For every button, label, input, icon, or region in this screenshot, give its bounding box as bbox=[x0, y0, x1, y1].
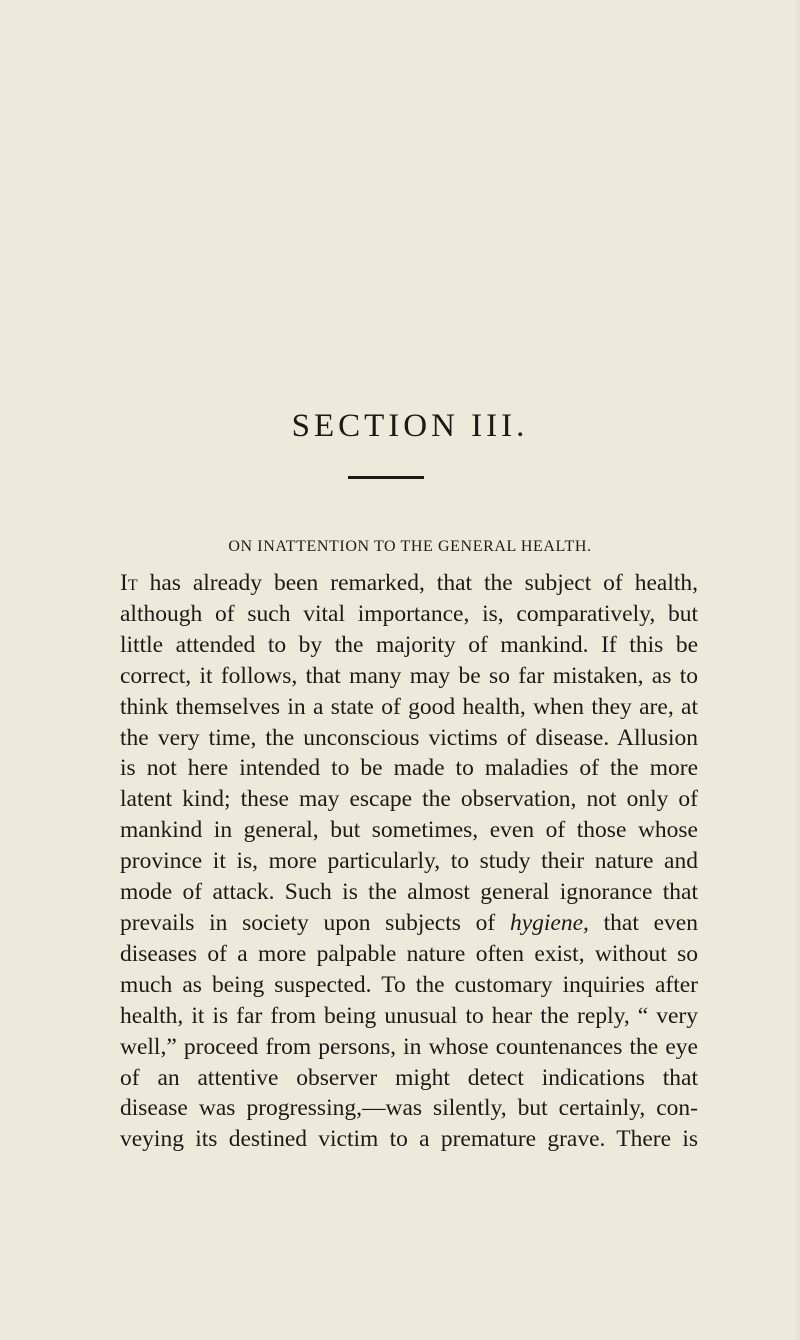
text-line-14: much as being suspected. To the customary inquiries after bbox=[120, 971, 698, 998]
italic-term-hygiene: hygiene, bbox=[509, 909, 589, 936]
section-heading: SECTION III. bbox=[291, 408, 529, 445]
text-line-16: well,” proceed from persons, in whose countenances the eye bbox=[120, 1033, 698, 1060]
text-line-12-before: prevails in society upon subjects of bbox=[120, 909, 510, 936]
text-line-13: diseases of a more palpable nature often exist, without so bbox=[120, 940, 698, 967]
text-line-1-rest: has already been remarked, that the subject of health, bbox=[137, 570, 698, 596]
text-line-1 bbox=[120, 568, 698, 599]
page-edge-shadow bbox=[794, 0, 800, 1340]
body-paragraph bbox=[120, 568, 698, 1155]
text-line-8: latent kind; these may escape the observation, not only of bbox=[120, 786, 698, 813]
text-line-19: veying its destined victim to a premature grave. There is bbox=[120, 1126, 698, 1153]
chapter-subheading: ON INATTENTION TO THE GENERAL HEALTH. bbox=[228, 538, 592, 555]
text-line-2: although of such vital importance, is, comparatively, but bbox=[120, 600, 698, 627]
decorative-rule bbox=[348, 476, 424, 479]
text-line-6: the very time, the unconscious victims of disease. Allusion bbox=[120, 724, 698, 751]
text-line-9: mankind in general, but sometimes, even of those whose bbox=[120, 817, 698, 844]
text-line-17: of an attentive observer might detect indications that bbox=[120, 1064, 698, 1091]
text-line-12-after: that even bbox=[588, 909, 698, 936]
text-line-18: disease was progressing,—was silently, but certainly, con- bbox=[120, 1095, 698, 1122]
text-line-5: think themselves in a state of good health, when they are, at bbox=[120, 693, 698, 720]
text-line-15: health, it is far from being unusual to hear the reply, “ very bbox=[120, 1002, 698, 1029]
text-line-12 bbox=[120, 908, 698, 939]
text-line-4: correct, it follows, that many may be so far mistaken, as to bbox=[120, 662, 698, 689]
text-line-3: little attended to by the majority of mankind. If this be bbox=[120, 631, 698, 658]
text-line-10: province it is, more particularly, to study their nature and bbox=[120, 848, 698, 875]
text-line-11: mode of attack. Such is the almost general ignorance that bbox=[120, 879, 698, 906]
text-line-7: is not here intended to be made to maladies of the more bbox=[120, 755, 698, 782]
opening-word: It bbox=[120, 570, 138, 596]
